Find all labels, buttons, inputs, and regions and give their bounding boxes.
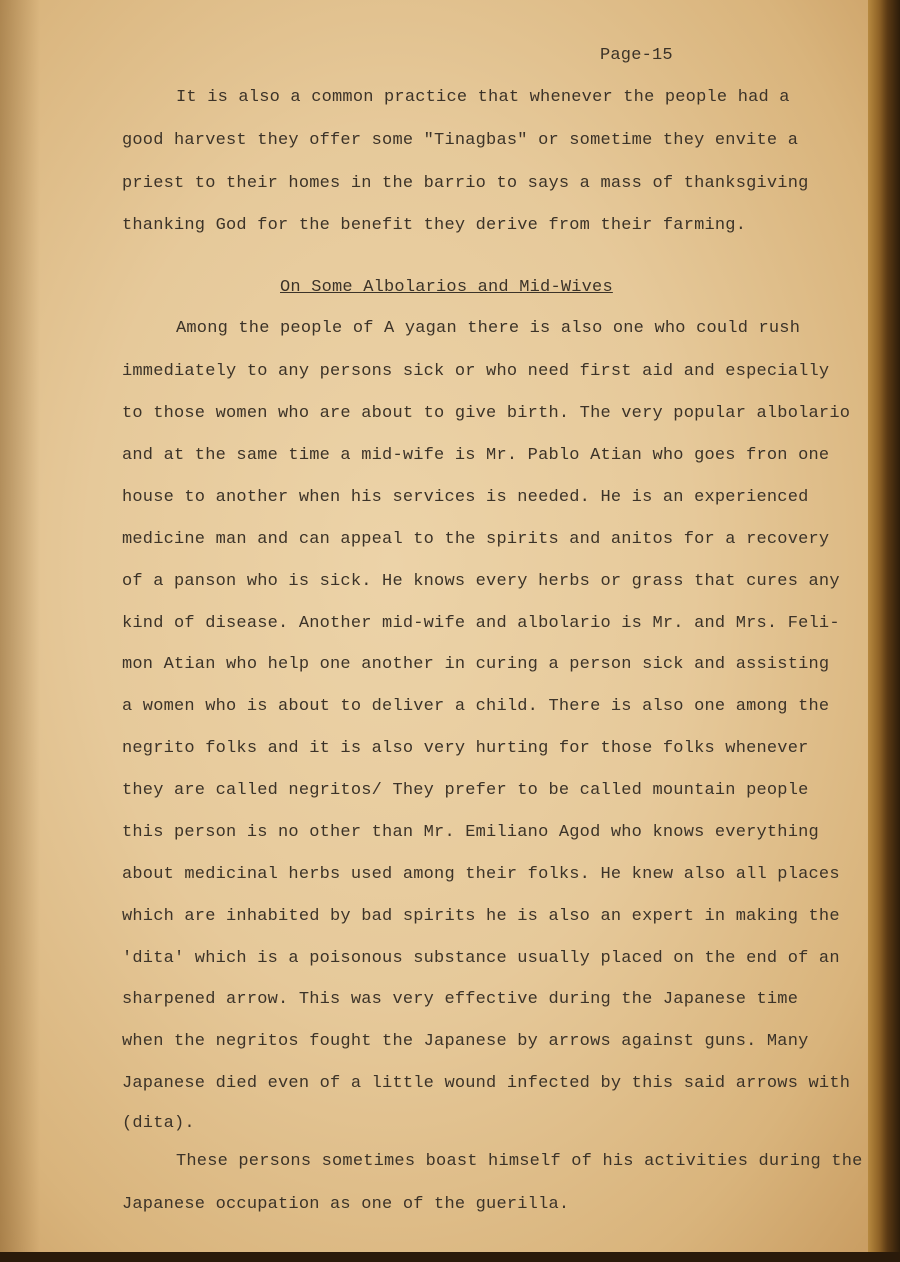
paragraph3-line-2: Japanese occupation as one of the guerilla. — [122, 1195, 570, 1214]
paragraph2-line-6: medicine man and can appeal to the spirits and anitos for a recovery — [122, 530, 830, 549]
page-bottom-edge — [0, 1252, 900, 1262]
paragraph1-line-1: It is also a common practice that whenever the people had a — [176, 88, 790, 107]
paragraph2-line-3: to those women who are about to give birth. The very popular albolario — [122, 404, 851, 423]
paragraph2-line-15: which are inhabited by bad spirits he is also an expert in making the — [122, 907, 840, 926]
book-binding — [868, 0, 900, 1262]
paragraph2-line-14: about medicinal herbs used among their folks. He knew also all places — [122, 865, 840, 884]
paragraph2-line-19: Japanese died even of a little wound infected by this said arrows with — [122, 1074, 851, 1093]
paragraph1-line-2: good harvest they offer some "Tinagbas" or sometime they envite a — [122, 131, 799, 150]
paragraph2-line-13: this person is no other than Mr. Emiliano Agod who knows everything — [122, 823, 819, 842]
paragraph2-line-11: negrito folks and it is also very hurting for those folks whenever — [122, 739, 809, 758]
paragraph3-line-1: These persons sometimes boast himself of his activities during the — [176, 1152, 863, 1171]
page-shadow — [0, 0, 40, 1258]
paragraph2-line-12: they are called negritos/ They prefer to be called mountain people — [122, 781, 809, 800]
paragraph2-line-10: a women who is about to deliver a child. There is also one among the — [122, 697, 830, 716]
paragraph2-line-8: kind of disease. Another mid-wife and albolario is Mr. and Mrs. Feli- — [122, 614, 840, 633]
paragraph2-line-1: Among the people of A yagan there is also one who could rush — [176, 319, 801, 338]
paragraph2-line-9: mon Atian who help one another in curing a person sick and assisting — [122, 655, 830, 674]
paragraph2-line-2: immediately to any persons sick or who need first aid and especially — [122, 362, 830, 381]
paragraph2-line-20: (dita). — [122, 1114, 195, 1133]
paragraph2-line-16: 'dita' which is a poisonous substance usually placed on the end of an — [122, 949, 840, 968]
paragraph2-line-17: sharpened arrow. This was very effective during the Japanese time — [122, 990, 799, 1009]
paragraph1-line-4: thanking God for the benefit they derive from their farming. — [122, 216, 747, 235]
paragraph2-line-4: and at the same time a mid-wife is Mr. Pablo Atian who goes fron one — [122, 446, 830, 465]
section-heading: On Some Albolarios and Mid-Wives — [280, 278, 613, 297]
paragraph2-line-18: when the negritos fought the Japanese by arrows against guns. Many — [122, 1032, 809, 1051]
paragraph1-line-3: priest to their homes in the barrio to says a mass of thanksgiving — [122, 174, 809, 193]
paragraph2-line-7: of a panson who is sick. He knows every herbs or grass that cures any — [122, 572, 840, 591]
page-number: Page-15 — [600, 46, 673, 65]
paragraph2-line-5: house to another when his services is needed. He is an experienced — [122, 488, 809, 507]
